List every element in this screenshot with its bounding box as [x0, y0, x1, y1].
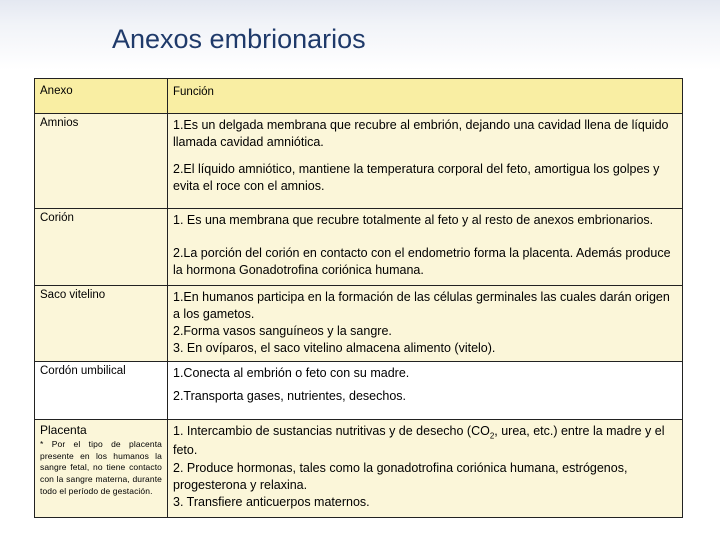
anexo-cell — [35, 420, 168, 518]
placenta-footnote: * Por el tipo de placenta presente en los humanos la sangre fetal, no tiene contacto con la sangre materna, durante todo el período de gestación. — [40, 439, 162, 496]
funcion-cell — [168, 209, 683, 286]
funcion-item: 1.En humanos participa en la formación de las células germinales las cuales darán origen a los gametos. — [173, 290, 670, 322]
funcion-item: 3. Transfiere anticuerpos maternos. — [173, 494, 370, 509]
table-row-amnios — [35, 114, 683, 209]
funcion-item: 2.Transporta gases, nutrientes, desechos. — [173, 389, 407, 404]
column-header-funcion: Función — [168, 79, 683, 114]
anexo-cell: Corión — [35, 209, 168, 286]
table-row-saco-vitelino — [35, 286, 683, 362]
anexo-cell: Amnios — [35, 114, 168, 209]
table-header-row — [35, 79, 683, 114]
column-header-anexo: Anexo — [35, 79, 168, 114]
funcion-cell — [168, 286, 683, 362]
funcion-cell — [168, 114, 683, 209]
table-row-placenta — [35, 420, 683, 518]
anexo-name: Placenta — [40, 423, 87, 437]
funcion-item: 1. Intercambio de sustancias nutritivas y de desecho ($CO_2$, urea, etc.) entre la madre y el feto. — [173, 424, 665, 458]
funcion-cell — [168, 362, 683, 420]
funcion-item: 3. En ovíparos, el saco vitelino almacena alimento (vitelo). — [173, 341, 496, 356]
funcion-item: 1. Es una membrana que recubre totalmente al feto y al resto de anexos embrionarios. — [173, 213, 654, 227]
table-row-cordon-umbilical — [35, 362, 683, 420]
funcion-item: 1.Conecta al embrión o feto con su madre. — [173, 366, 410, 380]
annexes-table — [34, 78, 683, 518]
funcion-cell — [168, 420, 683, 518]
anexo-cell: Saco vitelino — [35, 286, 168, 362]
funcion-item: 2.Forma vasos sanguíneos y la sangre. — [173, 324, 392, 339]
funcion-item: 2.La porción del corión en contacto con el endometrio forma la placenta. Además produce la hormona Gonadotrofina coriónica humana. — [173, 246, 671, 278]
funcion-item: 1.Es un delgada membrana que recubre al embrión, dejando una cavidad llena de líquido llamada cavidad amniótica. — [173, 118, 669, 150]
funcion-item: 2.El líquido amniótico, mantiene la temperatura corporal del feto, amortigua los golpes y evita el roce con el amnios. — [173, 162, 660, 194]
page-title: Anexos embrionarios — [112, 24, 366, 54]
table-row-corion — [35, 209, 683, 286]
anexo-cell: Cordón umbilical — [35, 362, 168, 420]
funcion-item: 2. Produce hormonas, tales como la gonadotrofina coriónica humana, estrógenos, progesterona y relaxina. — [173, 460, 628, 492]
